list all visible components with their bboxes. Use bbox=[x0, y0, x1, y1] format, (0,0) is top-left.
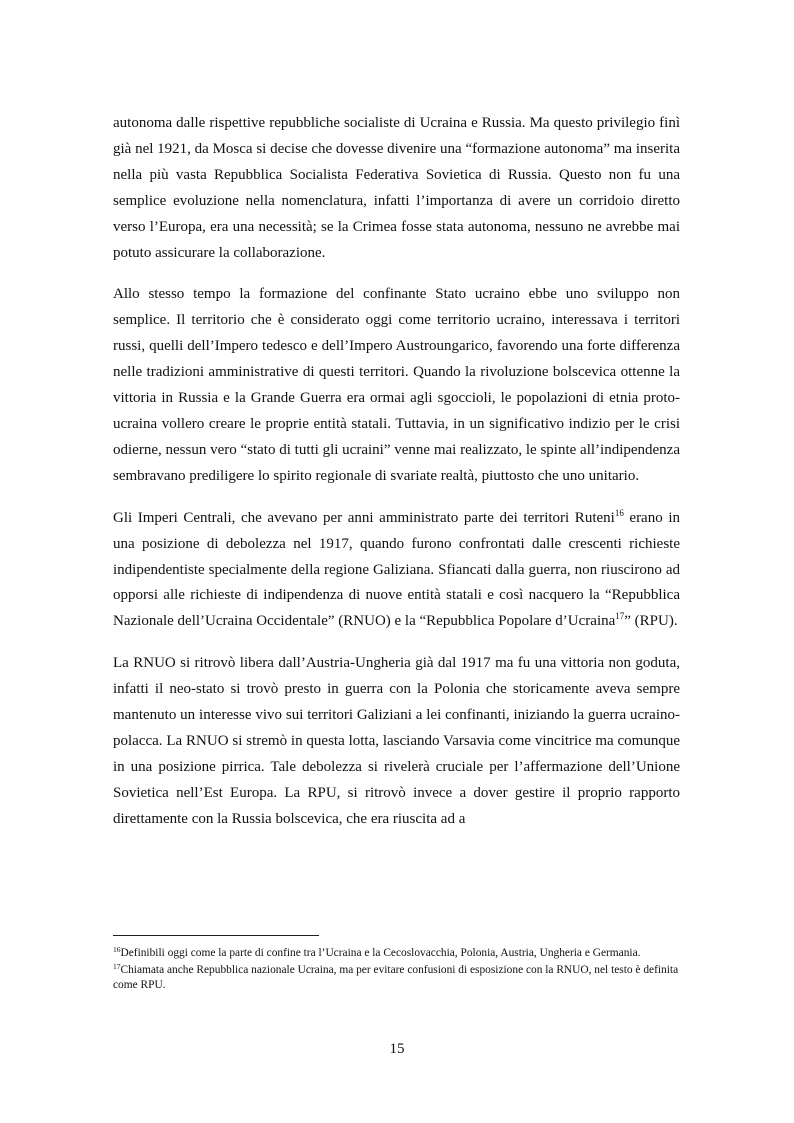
paragraph-3 bbox=[113, 506, 680, 636]
footnote-ref-17[interactable]: 17 bbox=[615, 611, 625, 622]
footnote-number: 16 bbox=[113, 945, 121, 954]
footnote-16 bbox=[113, 946, 680, 961]
paragraph-3-text-c: ” (RPU). bbox=[624, 613, 678, 630]
footnote-17 bbox=[113, 963, 680, 993]
page-number: 15 bbox=[389, 1041, 405, 1057]
paragraph-3-text-a: Gli Imperi Centrali, che avevano per anni amministrato parte dei territori Ruteni bbox=[113, 509, 615, 526]
footnotes bbox=[113, 946, 680, 995]
footnote-separator bbox=[113, 935, 319, 936]
paragraph-2: Allo stesso tempo la formazione del confinante Stato ucraino ebbe uno sviluppo non semplice. Il territorio che è considerato oggi come territorio ucraino, interessava i territori russi, quelli dell’Impero tedesco e dell’Impero Austroungarico, favorendo una forte differenza nelle tradizioni amministrative di questi territori. Quando la rivoluzione bolscevica ottenne la vittoria in Russia e la Grande Guerra era ormai agli sgoccioli, le popolazioni di etnia proto-ucraina vollero creare le proprie entità statali. Tuttavia, in un significativo indizio per le crisi odierne, nessun vero “stato di tutti gli ucraini” venne mai realizzato, le spinte all’indipendenza sembravano prediligere lo spirito regionale di svariate realtà, piuttosto che uno unitario. bbox=[113, 286, 680, 484]
footnote-ref-16[interactable]: 16 bbox=[614, 507, 624, 518]
footnote-text: Definibili oggi come la parte di confine tra l’Ucraina e la Cecoslovacchia, Polonia, Austria, Ungheria e Germania. bbox=[120, 947, 641, 959]
body-text bbox=[113, 111, 680, 849]
paragraph-4: La RNUO si ritrovò libera dall’Austria-Ungheria già dal 1917 ma fu una vittoria non goduta, infatti il neo-stato si trovò presto in guerra con la Polonia che storicamente aveva sempre mantenuto un interesse vivo sui territori Galiziani a lei confinanti, iniziando la guerra ucraino-polacca. La RNUO si stremò in questa lotta, lasciando Varsavia come vincitrice ma comunque in una posizione pirrica. Tale debolezza si rivelerà cruciale per l’affermazione dell’Unione Sovietica nell’Est Europa. La RPU, si ritrovò invece a dover gestire il proprio rapporto direttamente con la Russia bolscevica, che era riuscita ad a bbox=[113, 655, 680, 827]
footnote-number: 17 bbox=[113, 962, 121, 971]
footnote-text: Chiamata anche Repubblica nazionale Ucraina, ma per evitare confusioni di esposizione con la RNUO, nel testo è definita come RPU. bbox=[113, 964, 679, 991]
paragraph-1: autonoma dalle rispettive repubbliche socialiste di Ucraina e Russia. Ma questo privilegio finì già nel 1921, da Mosca si decise che dovesse divenire una “formazione autonoma” ma inserita nella più vasta Repubblica Socialista Federativa Sovietica di Russia. Questo non fu una semplice evoluzione nella nomenclatura, infatti l’importanza di avere un corridoio diretto verso l’Europa, era una necessità; se la Crimea fosse stata autonoma, nessuno ne avrebbe mai potuto assicurare la collaborazione. bbox=[113, 115, 680, 261]
paragraph-3-text-b: erano in una posizione di debolezza nel 1917, quando furono confrontati dalle crescenti richieste indipendentiste specialmente della regione Galiziana. Sfiancati dalla guerra, non riuscirono ad opporsi alle richieste di indipendenza di nuove entità statali e così nacquero la “Repubblica Nazionale dell’Ucraina Occidentale” (RNUO) e la “Repubblica Popolare d’Ucraina bbox=[113, 509, 680, 630]
